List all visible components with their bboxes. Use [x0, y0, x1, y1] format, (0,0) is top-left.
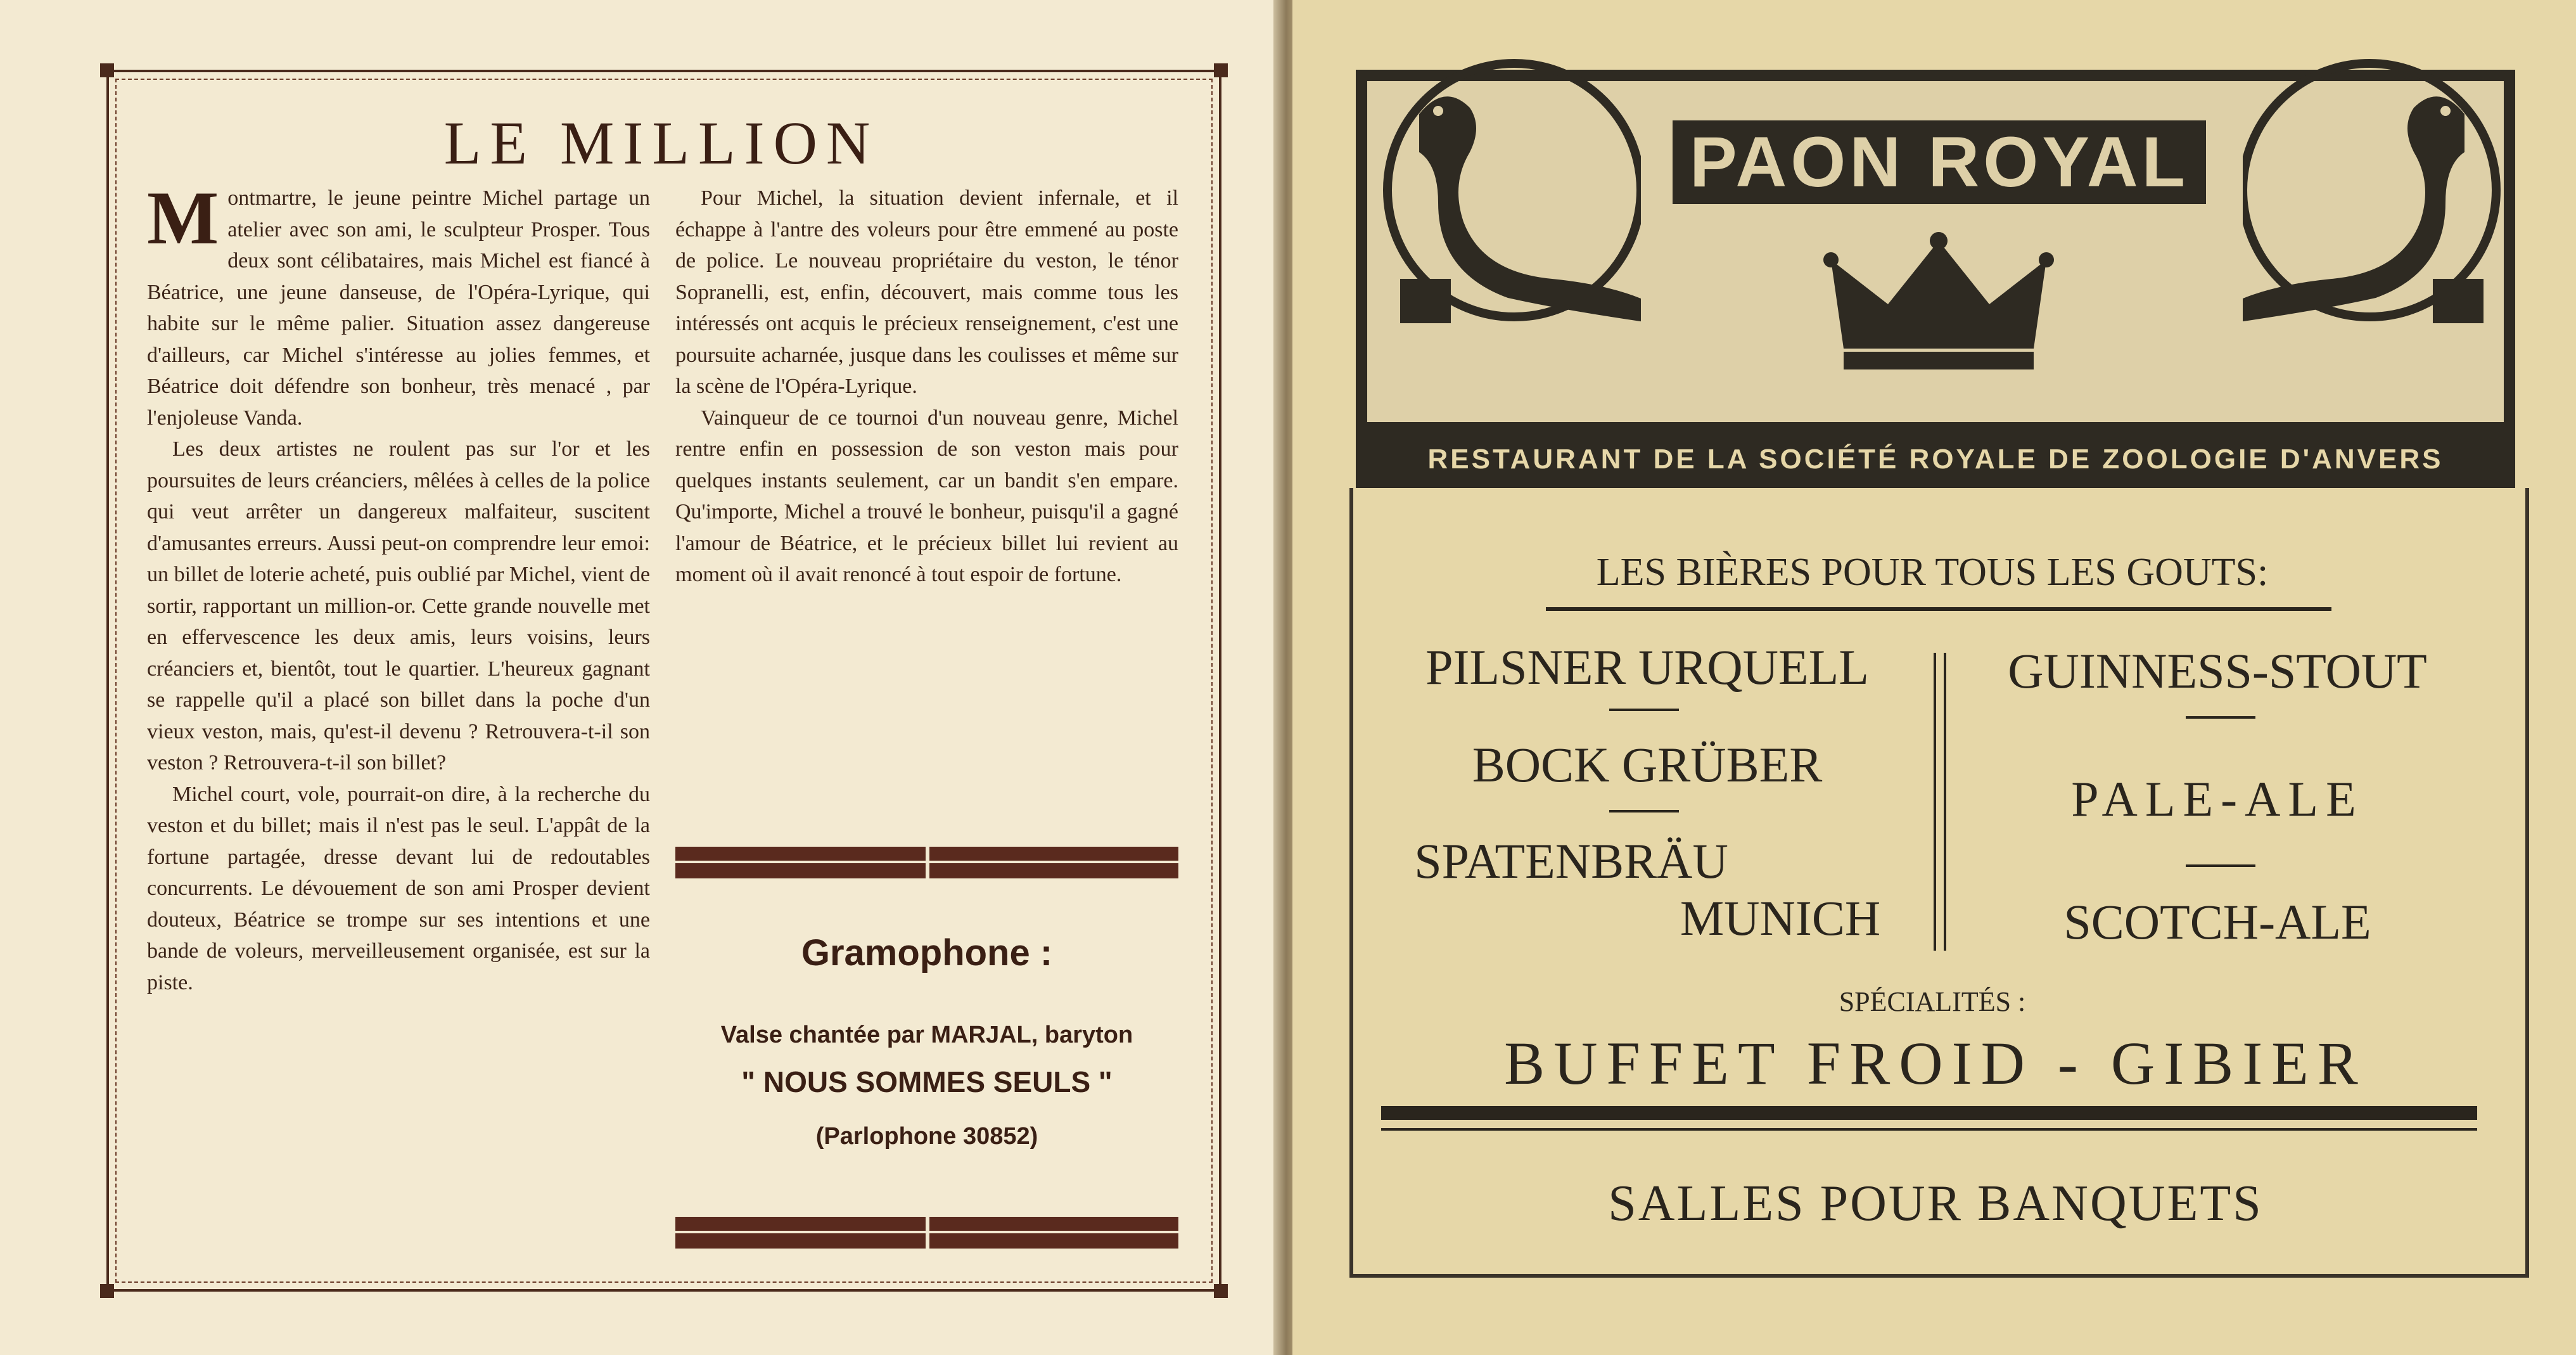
peacock-left-icon	[1375, 38, 1641, 342]
paragraph: Pour Michel, la situation devient infernale, et il échappe à l'antre des voleurs pour être emmené au poste de police. Le nouveau propriétaire du veston, le ténor Sopranelli, est, enfin, découvert, mais comme tous les intéressés ont acquis le précieux renseignement, c'est une poursuite acharnée, jusque dans les coulisses et même sur la scène de l'Opéra-Lyrique.	[675, 186, 1178, 398]
beer-munich: MUNICH	[1680, 890, 1881, 946]
article-column-1	[147, 176, 650, 998]
divider	[2186, 864, 2255, 867]
gramophone-line-2: " NOUS SOMMES SEULS "	[741, 1065, 1113, 1098]
specialites: BUFFET FROID - GIBIER	[1504, 1029, 2367, 1097]
specialites-label: SPÉCIALITÉS :	[1839, 986, 2026, 1017]
page-title: LE MILLION	[443, 109, 879, 177]
beer-scotch-ale: SCOTCH-ALE	[2063, 894, 2371, 949]
article-column-2	[675, 183, 1178, 591]
paragraph: Michel court, vole, pourrait-on dire, à la recherche du veston et du billet; mais il n'est pas le seul. L'appât de la fortune partagée, dresse devant lui de redoutables concurrents. Le dévouement de son ami Prosper devient douteux, Béatrice se trompe sur ses intentions et une bande de voleurs, merveilleusement organisée, est sur la piste.	[147, 782, 650, 994]
column-divider	[1944, 653, 1946, 951]
decorative-bar-bottom	[675, 1217, 1178, 1249]
divider	[1609, 709, 1679, 711]
paragraph: ontmartre, le jeune peintre Michel partage un atelier avec son ami, le sculpteur Prosper. Tous deux sont célibataires, mais Michel est fiancé à Béatrice, une jeune danseuse, de l'Opéra-Lyrique, qui habite sur le même palier. Situation assez dangereuse d'ailleurs, car Michel s'intéresse au jolies femmes, et Béatrice doit défendre son bonheur, très menacé , par l'enjoleuse Vanda.	[147, 186, 650, 430]
divider	[1609, 810, 1679, 812]
beer-spatenbrau: SPATENBRÄU	[1414, 833, 1728, 889]
beer-guinness: GUINNESS-STOUT	[2008, 643, 2427, 698]
paragraph: Vainqueur de ce tournoi d'un nouveau genre, Michel rentre enfin en possession de son veston mais pour quelques instants seulement, car un bandit s'en empare. Qu'importe, Michel a trouvé le bonheur, puisqu'il a gagné l'amour de Béatrice, et le précieux billet lui revient au moment où il avait renoncé à tout espoir de fortune.	[675, 406, 1178, 586]
crown-icon	[1818, 222, 2059, 374]
footer-banquets: SALLES POUR BANQUETS	[1608, 1176, 2263, 1231]
divider	[2186, 716, 2255, 719]
drop-cap: M	[147, 176, 219, 260]
gramophone-line-3: (Parlophone 30852)	[815, 1123, 1038, 1150]
beer-pilsner: PILSNER URQUELL	[1425, 639, 1869, 695]
gramophone-heading: Gramophone :	[801, 932, 1053, 973]
gramophone-line-1: Valse chantée par MARJAL, baryton	[720, 1022, 1133, 1048]
decorative-bar-top	[675, 847, 1178, 878]
peacock-right-icon	[2243, 38, 2509, 342]
restaurant-subtitle: RESTAURANT DE LA SOCIÉTÉ ROYALE DE ZOOLOGIE D'ANVERS	[1427, 444, 2444, 475]
paragraph: Les deux artistes ne roulent pas sur l'or et les poursuites de leurs créanciers, mêlées à celles de la police qui veut arrêter un dangereux malfaiteur, suscitent d'amusantes erreurs. Aussi peut-on comprendre leur emoi: un billet de loterie acheté, puis oublié par Michel, vient de sortir, rapportant un million-or. Cette grande nouvelle met en effervescence les deux amis, leurs voisins, leurs créanciers et, bientôt, tout le quartier. L'heureux gagnant se rappelle qu'il a placé son billet dans la poche d'un vieux veston, mais, qu'est-il devenu ? Retrouvera-t-il son veston ? Retrouvera-t-il son billet?	[147, 437, 650, 774]
decorative-bar	[1381, 1106, 2477, 1120]
beer-pale-ale: PALE-ALE	[2071, 771, 2364, 826]
column-divider	[1934, 653, 1936, 951]
beer-bock: BOCK GRÜBER	[1472, 737, 1823, 792]
beer-heading: LES BIÈRES POUR TOUS LES GOUTS:	[1596, 551, 2269, 594]
heading-underline	[1546, 607, 2331, 611]
brand-name: PAON ROYAL	[1673, 120, 2206, 204]
decorative-rule	[1381, 1128, 2477, 1131]
